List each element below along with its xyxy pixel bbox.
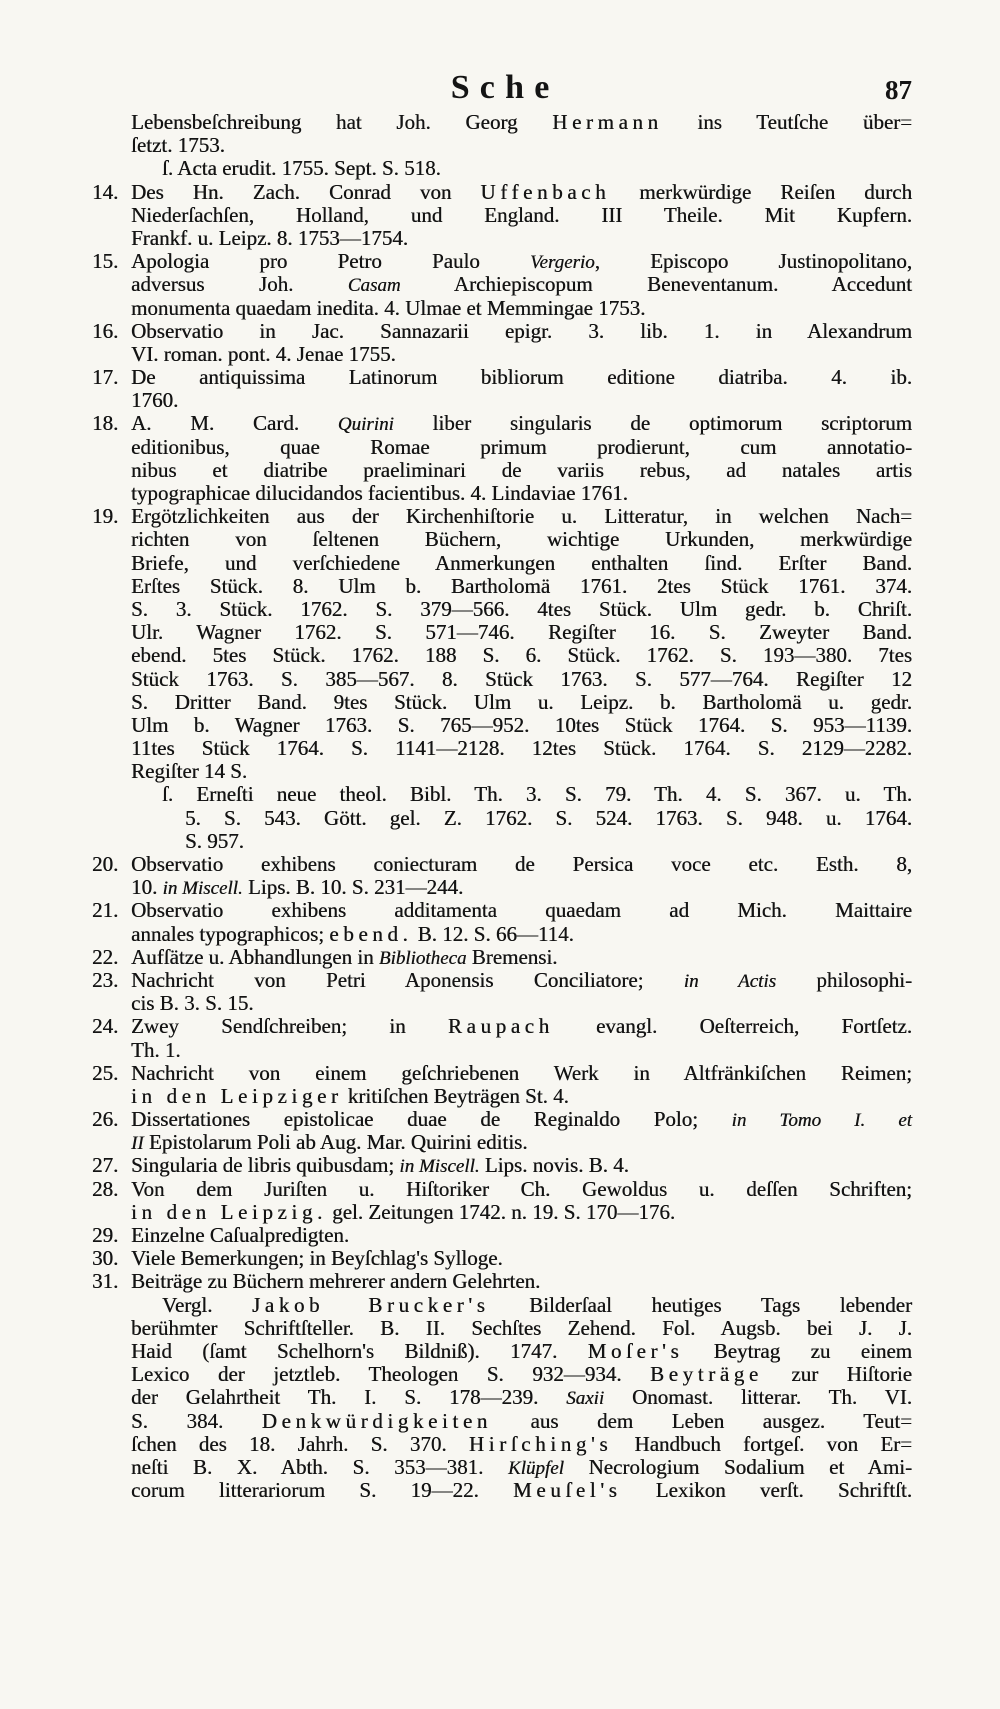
spaced-text: Beyträge <box>650 1362 763 1387</box>
text-line <box>131 575 912 598</box>
line-text: aus dem Leben ausgez. Teut= <box>491 1408 912 1433</box>
italic-text: Klüpfel <box>507 1457 564 1479</box>
line-text: Ulr. Wagner 1762. S. 571—746. Regiſter 16. S. Zweyter Band. <box>131 620 912 645</box>
line-text: annales typographicos; <box>131 921 330 946</box>
italic-text: in Actis <box>683 970 776 992</box>
line-text: corum litterariorum S. 19—22. <box>131 1478 514 1503</box>
line-text: Epistolarum Poli ab Aug. Mar. Quirini editis. <box>143 1130 528 1155</box>
text-line <box>92 249 912 274</box>
text-line <box>92 852 912 876</box>
line-text: Archiepiscopum Beneventanum. Accedunt <box>400 272 912 297</box>
entry-number: 18. <box>92 411 119 436</box>
line-text: monumenta quaedam inedita. 4. Ulmae et Memmingae 1753. <box>131 295 646 320</box>
line-text: Ulm b. Wagner 1763. S. 765—952. 10tes Stück 1764. S. 953—1139. <box>131 712 912 737</box>
reference-line <box>131 1386 912 1409</box>
line-text: S. 957. <box>185 828 244 853</box>
entry-number: 28. <box>92 1176 119 1201</box>
entry-number: 20. <box>92 852 119 876</box>
line-text: Bilderſaal heutiges Tags lebender <box>489 1292 912 1317</box>
line-text: richten von ſeltenen Büchern, wichtige Urkunden, merkwürdige <box>131 527 912 552</box>
text-line <box>131 297 912 320</box>
line-text: Des Hn. Zach. Conrad von <box>131 179 481 204</box>
line-text: liber singularis de optimorum scriptorum <box>393 411 912 436</box>
spaced-text: Jakob Brucker's <box>251 1292 490 1317</box>
spaced-text: Meuſel's <box>513 1478 622 1503</box>
line-text: ſchen des 18. Jahrh. S. 370. <box>131 1431 469 1456</box>
text-line <box>92 967 912 992</box>
line-text: S. 3. Stück. 1762. S. 379—566. 4tes Stück. Ulm gedr. b. Chriſt. <box>131 596 912 621</box>
spaced-text: ebend. <box>329 921 413 946</box>
entry-number: 24. <box>92 1014 119 1039</box>
text-line <box>92 179 912 204</box>
line-text: S. 384. <box>131 1408 262 1433</box>
line-text: Dissertationes epistolicae duae de Reginaldo Polo; <box>131 1107 732 1132</box>
text-line <box>131 482 912 505</box>
text-line <box>131 134 912 157</box>
reference-line <box>131 1340 912 1363</box>
italic-text: in Tomo I. et <box>731 1110 912 1132</box>
line-text: der Gelahrtheit Th. I. S. 178—239. <box>131 1385 567 1410</box>
line-text: B. 12. S. 66—114. <box>412 921 574 946</box>
line-text: Einzelne Caſualpredigten. <box>131 1223 350 1247</box>
text-line <box>131 668 912 691</box>
spaced-text: Hirſching's <box>468 1431 613 1456</box>
text-line <box>92 365 912 390</box>
text-line <box>131 552 912 575</box>
italic-text: Casam <box>347 275 401 297</box>
line-text: Observatio in Jac. Sannazarii epigr. 3. lib. 1. in Alexandrum <box>131 318 912 343</box>
line-text: ſ. Erneſti neue theol. Bibl. Th. 3. S. 79. Th. 4. S. 367. u. Th. <box>162 782 912 807</box>
spaced-text: Raupach <box>447 1014 554 1039</box>
spaced-text: Moſer's <box>587 1338 684 1363</box>
text-line <box>92 411 912 436</box>
text-line <box>131 343 912 366</box>
text-line <box>131 111 912 134</box>
citation-line <box>131 783 912 806</box>
reference-line <box>131 1479 912 1502</box>
line-text: De antiquissima Latinorum bibliorum editione diatriba. 4. ib. <box>131 365 912 390</box>
line-text: nibus et diatribe praeliminari de variis rebus, ad natales artis <box>131 457 912 482</box>
line-text: berühmter Schriftſteller. B. II. Sechſtes Zehend. Fol. Augsb. bei J. J. <box>131 1315 912 1340</box>
text-line <box>131 621 912 644</box>
italic-text: in Miscell. <box>399 1156 480 1178</box>
line-text: Lips. B. 10. S. 231—244. <box>242 875 464 900</box>
line-text: Briefe, und verſchiedene Anmerkungen enthalten ſind. Erſter Band. <box>131 550 912 575</box>
page-number: 87 <box>885 75 912 105</box>
italic-text: Saxii <box>566 1388 605 1410</box>
text-line <box>92 1176 912 1201</box>
entry-number: 19. <box>92 504 119 529</box>
citation-line <box>131 807 912 830</box>
text-line <box>131 528 912 551</box>
reference-line <box>131 1363 912 1386</box>
line-text: ebend. 5tes Stück. 1762. 188 S. 6. Stück. 1762. S. 193—380. 7tes <box>131 643 912 668</box>
reference-line <box>131 1456 912 1479</box>
spaced-text: Hermann <box>552 110 663 134</box>
line-text: Bremensi. <box>466 944 558 969</box>
text-line <box>131 389 912 412</box>
entry-number: 25. <box>92 1060 119 1085</box>
entry-number: 16. <box>92 318 119 343</box>
line-text: Lexico der jetztleb. Theologen S. 932—934. <box>131 1362 651 1387</box>
line-text: 1760. <box>131 388 179 413</box>
reference-line <box>131 1294 912 1317</box>
text-line <box>131 992 912 1015</box>
line-text: philosophi- <box>776 967 912 992</box>
citation-line <box>131 830 912 853</box>
line-text: Onomast. litterar. Th. VI. <box>604 1385 912 1410</box>
text-line <box>131 1085 912 1108</box>
line-text: Lexikon verſt. Schriftſt. <box>621 1478 912 1503</box>
spaced-text: in den Leipzig. <box>131 1199 327 1224</box>
italic-text: Vergerio <box>529 252 595 274</box>
line-text: adversus Joh. <box>131 272 348 297</box>
spaced-text: in den Leipziger <box>131 1083 343 1108</box>
line-text: Viele Bemerkungen; in Beyſchlag's Sylloge. <box>131 1246 503 1271</box>
text-line <box>131 876 912 899</box>
text-line <box>131 1201 912 1224</box>
entry-number: 29. <box>92 1223 119 1247</box>
running-title: Sche <box>450 69 560 106</box>
text-line <box>92 944 912 969</box>
entry-number: 31. <box>92 1269 119 1294</box>
text-line <box>92 504 912 529</box>
text-line <box>131 691 912 714</box>
entry-number: 23. <box>92 967 119 992</box>
line-text: S. Dritter Band. 9tes Stück. Ulm u. Leipz. b. Bartholomä u. gedr. <box>131 689 912 714</box>
entry-number: 22. <box>92 944 119 969</box>
line-text: Haid (ſamt Schelhorn's Bildniß). 1747. <box>131 1338 588 1363</box>
text-line <box>131 436 912 459</box>
line-text: Observatio exhibens additamenta quaedam ad Mich. Maittaire <box>131 898 912 923</box>
text-line <box>131 598 912 621</box>
line-text: Necrologium Sodalium et Ami- <box>563 1454 912 1479</box>
line-text: Stück 1763. S. 385—567. 8. Stück 1763. S. 577—764. Regiſter 12 <box>131 666 912 691</box>
text-line <box>131 1039 912 1062</box>
text-line <box>131 644 912 667</box>
text-line <box>92 1246 912 1271</box>
text-line <box>131 760 912 783</box>
line-text: Von dem Juriſten u. Hiſtoriker Ch. Gewoldus u. deſſen Schriften; <box>131 1176 912 1201</box>
text-line <box>92 1107 912 1132</box>
text-line <box>131 204 912 227</box>
line-text: 10. <box>131 875 163 900</box>
line-text: Ergötzlichkeiten aus der Kirchenhiſtorie u. Litteratur, in welchen Nach= <box>131 504 912 529</box>
entry-number: 21. <box>92 898 119 923</box>
line-text: typographicae dilucidandos facientibus. 4. Lindaviae 1761. <box>131 481 628 505</box>
line-text: Nachricht von Petri Aponensis Conciliatore; <box>131 967 684 992</box>
text-line <box>131 227 912 250</box>
line-text: VI. roman. pont. 4. Jenae 1755. <box>131 341 396 366</box>
line-text: Beiträge zu Büchern mehrerer andern Gelehrten. <box>131 1269 541 1294</box>
entry-number: 15. <box>92 249 119 274</box>
text-line <box>92 1153 912 1178</box>
line-text: kritiſchen Beyträgen St. 4. <box>342 1083 569 1108</box>
text-line <box>131 737 912 760</box>
entry-number: 26. <box>92 1107 119 1132</box>
line-text: evangl. Oeſterreich, Fortſetz. <box>553 1014 912 1039</box>
line-text: Lebensbeſchreibung hat Joh. Georg <box>131 110 553 134</box>
text-line <box>92 318 912 343</box>
line-text: Observatio exhibens coniecturam de Persica voce etc. Esth. 8, <box>131 852 912 876</box>
citation-line <box>131 157 912 180</box>
entry-number: 14. <box>92 179 119 204</box>
line-text: Beytrag zu einem <box>683 1338 913 1363</box>
line-text: 5. S. 543. Gött. gel. Z. 1762. S. 524. 1763. S. 948. u. 1764. <box>185 805 912 830</box>
line-text: gel. Zeitungen 1742. n. 19. S. 170—176. <box>326 1199 676 1224</box>
entry-number: 17. <box>92 365 119 390</box>
line-text: ins Teutſche über= <box>662 110 912 134</box>
italic-text: II <box>131 1133 144 1155</box>
line-text: Th. 1. <box>131 1037 181 1062</box>
line-text: Zwey Sendſchreiben; in <box>131 1014 448 1039</box>
entry-number: 27. <box>92 1153 119 1178</box>
line-text: editionibus, quae Romae primum prodierunt, cum annotatio- <box>131 434 912 459</box>
line-text: Singularia de libris quibusdam; <box>131 1153 400 1178</box>
spaced-text: Denkwürdigkeiten <box>261 1408 492 1433</box>
line-text: , Episcopo Justinopolitano, <box>594 249 912 274</box>
line-text: Vergl. <box>162 1292 252 1317</box>
page-body <box>92 110 913 1503</box>
reference-line <box>131 1410 912 1433</box>
reference-line <box>131 1317 912 1340</box>
italic-text: in Miscell. <box>162 878 243 900</box>
italic-text: Bibliotheca <box>378 947 467 969</box>
line-text: Erſtes Stück. 8. Ulm b. Bartholomä 1761. 2tes Stück 1761. 374. <box>131 573 912 598</box>
line-text: Handbuch fortgeſ. von Er= <box>612 1431 912 1456</box>
line-text: ſ. Acta erudit. 1755. Sept. S. 518. <box>162 156 441 181</box>
text-line <box>131 1131 912 1154</box>
line-text: merkwürdige Reiſen durch <box>610 179 912 204</box>
line-text: Frankf. u. Leipz. 8. 1753—1754. <box>131 225 409 250</box>
entry-number: 30. <box>92 1246 119 1271</box>
line-text: Niederſachſen, Holland, und England. III Theile. Mit Kupfern. <box>131 202 912 227</box>
text-line <box>131 273 912 296</box>
text-line <box>92 1060 912 1085</box>
line-text: neſti B. X. Abth. S. 353—381. <box>131 1454 508 1479</box>
text-line <box>92 898 912 923</box>
line-text: zur Hiſtorie <box>762 1362 912 1387</box>
reference-line <box>131 1433 912 1456</box>
spaced-text: Uffenbach <box>480 179 611 204</box>
line-text: ſetzt. 1753. <box>131 133 225 158</box>
text-line <box>131 923 912 946</box>
text-line <box>92 1269 912 1294</box>
line-text: Nachricht von einem geſchriebenen Werk in Altfränkiſchen Reimen; <box>131 1060 912 1085</box>
line-text: A. M. Card. <box>131 411 338 436</box>
line-text: 11tes Stück 1764. S. 1141—2128. 12tes Stück. 1764. S. 2129—2282. <box>131 736 912 761</box>
line-text: Regiſter 14 S. <box>131 759 248 784</box>
text-line <box>131 714 912 737</box>
line-text: Apologia pro Petro Paulo <box>131 249 530 274</box>
italic-text: Quirini <box>337 414 394 436</box>
line-text: Lips. novis. B. 4. <box>479 1153 629 1178</box>
line-text: Aufſätze u. Abhandlungen in <box>131 944 379 969</box>
text-line <box>131 459 912 482</box>
text-line <box>92 1223 912 1247</box>
line-text: cis B. 3. S. 15. <box>131 991 254 1016</box>
text-line <box>92 1014 912 1039</box>
